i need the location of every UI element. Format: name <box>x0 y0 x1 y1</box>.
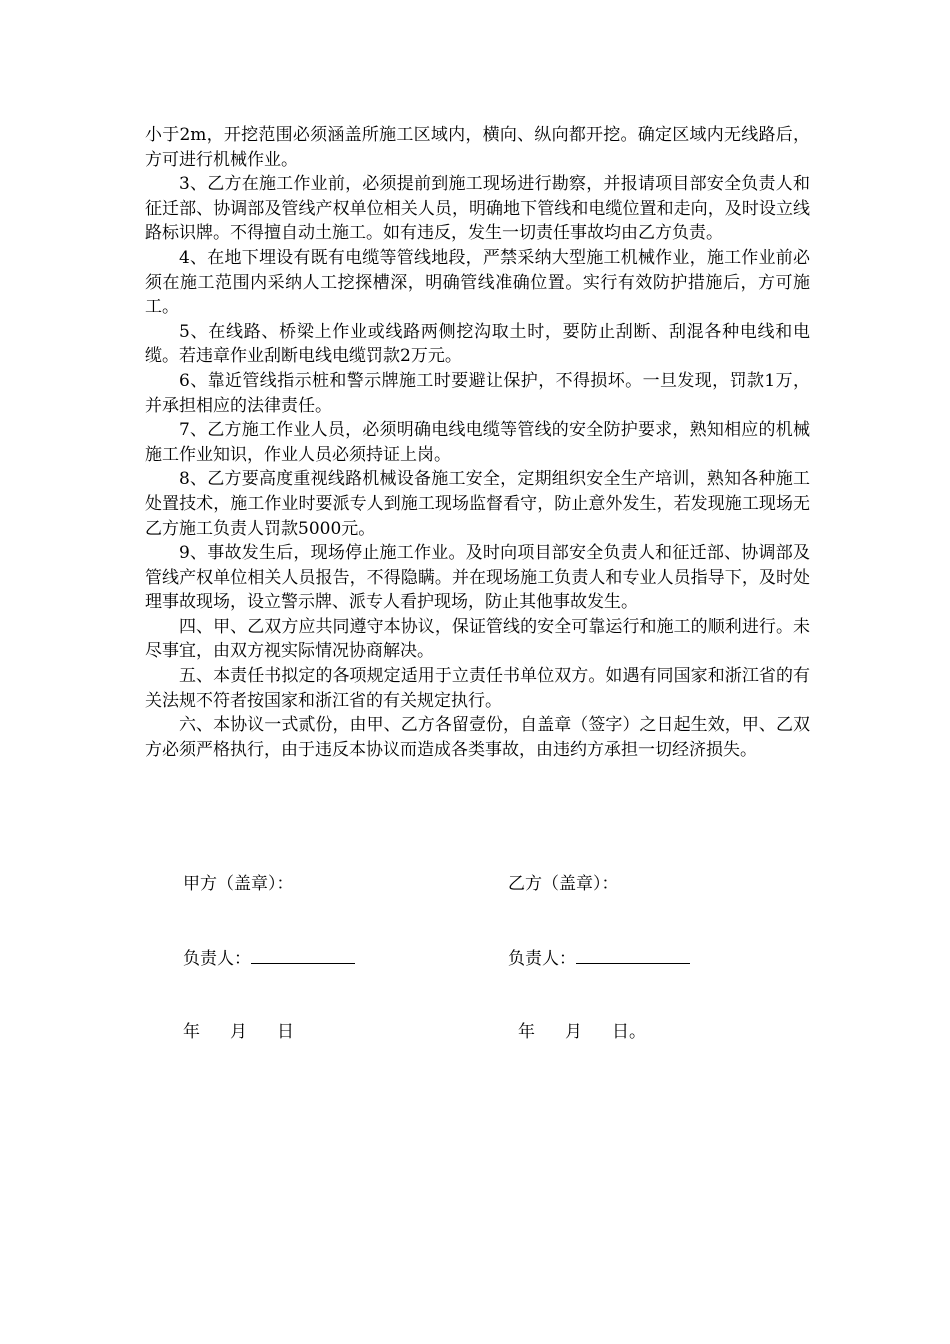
party-b-date <box>518 1020 646 1044</box>
paragraph-clause-5: 5、在线路、桥梁上作业或线路两侧挖沟取土时，要防止刮断、刮混各种电线和电缆。若违章作业刮断电线电缆罚款2万元。 <box>145 321 810 367</box>
party-a-day-label: 日 <box>277 1022 294 1042</box>
party-a-person-label: 负责人： <box>183 949 251 969</box>
agreement-body <box>145 123 810 762</box>
paragraph-clause-4: 4、在地下埋设有既有电缆等管线地段，严禁采纳大型施工机械作业，施工作业前必须在施工范围内采纳人工挖探槽深，明确管线准确位置。实行有效防护措施后，方可施工。 <box>145 247 810 318</box>
paragraph-article-6: 六、本协议一式贰份，由甲、乙方各留壹份，自盖章（签字）之日起生效，甲、乙双方必须严格执行，由于违反本协议而造成各类事故，由违约方承担一切经济损失。 <box>145 715 810 760</box>
paragraph-continuation: 小于2m，开挖范围必须涵盖所施工区域内，横向、纵向都开挖。确定区域内无线路后，方可进行机械作业。 <box>145 125 810 170</box>
paragraph-clause-9: 9、事故发生后，现场停止施工作业。及时向项目部安全负责人和征迁部、协调部及管线产权单位相关人员报告，不得隐瞒。并在现场施工负责人和专业人员指导下，及时处理事故现场，设立警示牌、派专人看护现场，防止其他事故发生。 <box>145 543 810 613</box>
party-a-seal-label: 甲方（盖章）： <box>183 874 294 894</box>
party-b-person-label: 负责人： <box>508 949 576 969</box>
party-b-person-line <box>508 945 690 971</box>
paragraph-clause-6: 6、靠近管线指示桩和警示牌施工时要避让保护，不得损坏。一旦发现，罚款1万，并承担相应的法律责任。 <box>145 370 810 416</box>
party-a-signature-blank[interactable] <box>251 945 355 964</box>
paragraph-article-4: 四、甲、乙双方应共同遵守本协议，保证管线的安全可靠运行和施工的顺利进行。未尽事宜，由双方视实际情况协商解决。 <box>145 616 810 662</box>
party-b-month-label: 月 <box>565 1022 582 1042</box>
party-b-year-label: 年 <box>518 1022 535 1042</box>
party-a-date <box>183 1020 294 1044</box>
paragraph-article-5: 五、本责任书拟定的各项规定适用于立责任书单位双方。如遇有同国家和浙江省的有关法规不符者按国家和浙江省的有关规定执行。 <box>145 666 810 711</box>
paragraph-clause-3: 3、乙方在施工作业前，必须提前到施工现场进行勘察，并报请项目部安全负责人和征迁部、协调部及管线产权单位相关人员，明确地下管线和电缆位置和走向，及时设立线路标识牌。不得擅自动土施工。如有违反，发生一切责任事故均由乙方负责。 <box>145 174 810 244</box>
party-b-seal-label: 乙方（盖章）： <box>508 874 619 894</box>
paragraph-clause-8: 8、乙方要高度重视线路机械设备施工安全，定期组织安全生产培训，熟知各种施工处置技术，施工作业时要派专人到施工现场监督看守，防止意外发生，若发现施工现场无乙方施工负责人罚款5000元。 <box>145 469 810 539</box>
paragraph-clause-7: 7、乙方施工作业人员，必须明确电线电缆等管线的安全防护要求，熟知相应的机械施工作业知识，作业人员必须持证上岗。 <box>145 420 810 465</box>
party-b-day-label: 日。 <box>612 1022 646 1042</box>
party-a-year-label: 年 <box>183 1022 200 1042</box>
party-b-signature-blank[interactable] <box>576 945 690 964</box>
party-a-month-label: 月 <box>230 1022 247 1042</box>
party-a-person-line <box>183 945 355 971</box>
